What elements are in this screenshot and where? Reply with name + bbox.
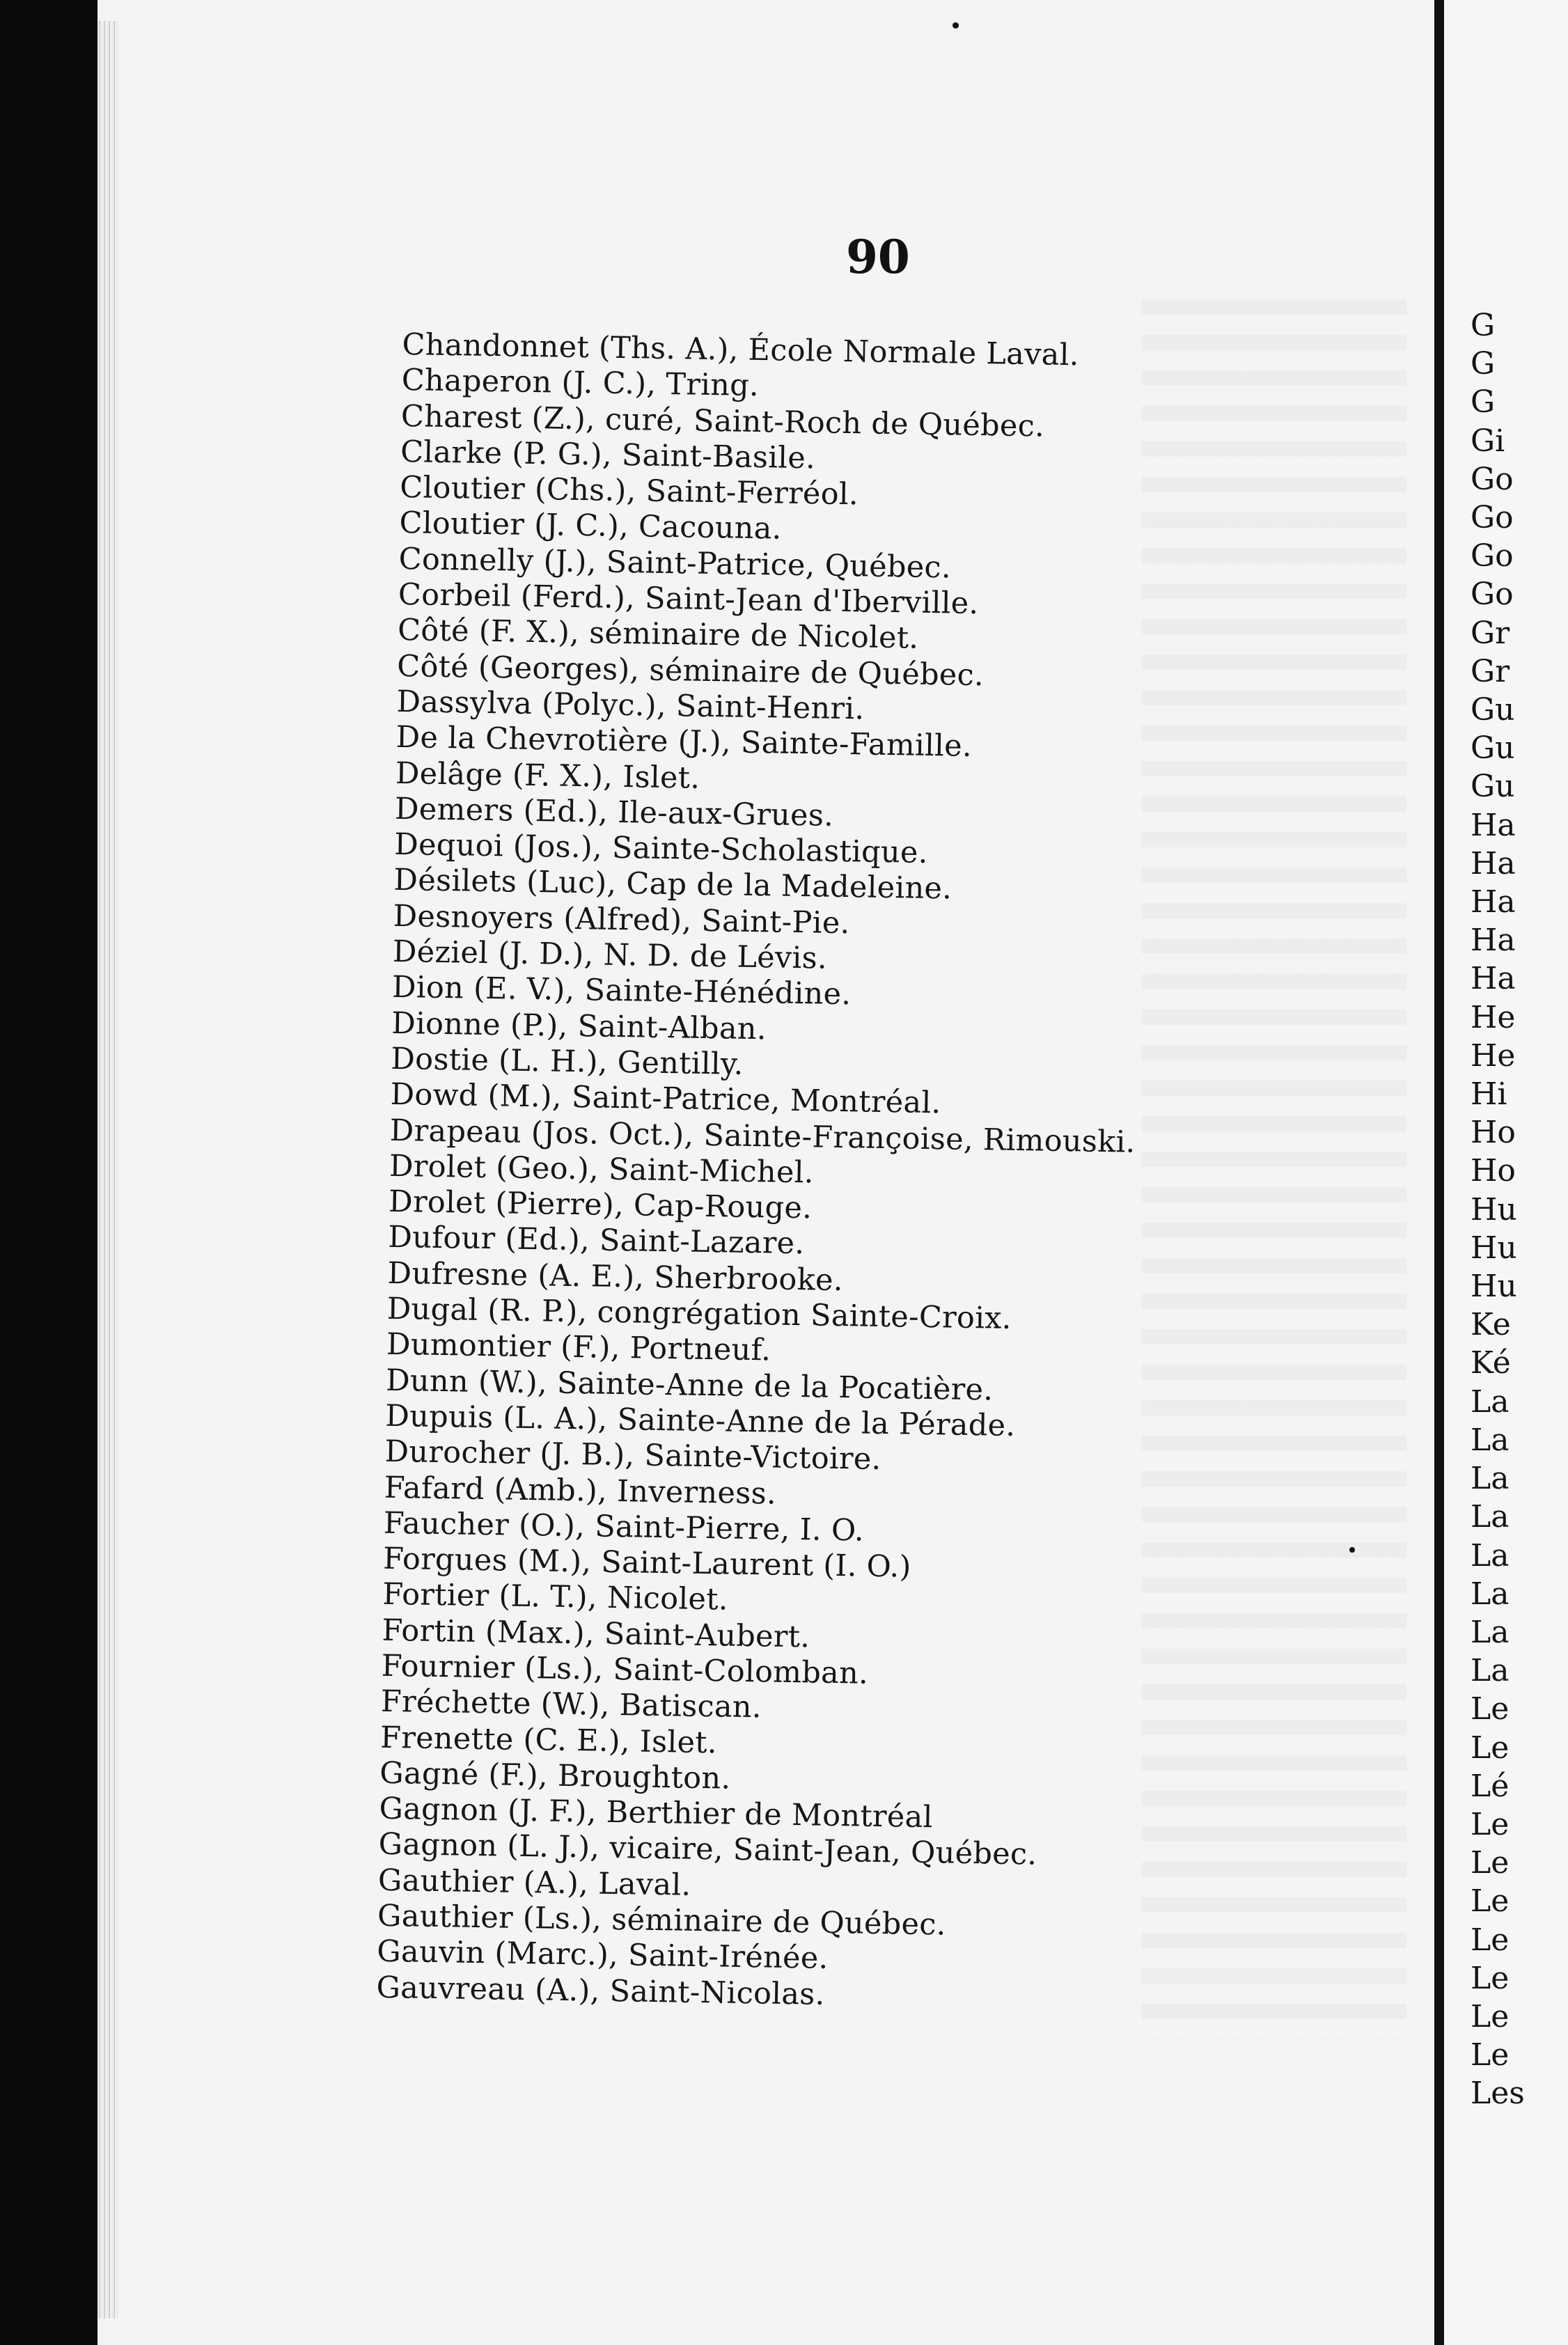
right-page-entry-fragment: Le	[1471, 1730, 1510, 1766]
directory-entry: Drapeau (Jos. Oct.), Sainte-Françoise, Rimouski.	[389, 1113, 1136, 1160]
right-page-entry-fragment: Ha	[1471, 884, 1516, 920]
directory-entry: Gauvin (Marc.), Saint-Irénée.	[376, 1934, 829, 1977]
right-page-entry-fragment: Gu	[1471, 692, 1515, 728]
right-page-entry-fragment: Hi	[1471, 1076, 1507, 1113]
directory-entry: Fréchette (W.), Batiscan.	[380, 1684, 762, 1725]
right-page-entry-fragment: Le	[1471, 1806, 1510, 1842]
directory-entry: Connelly (J.), Saint-Patrice, Québec.	[398, 541, 952, 586]
directory-entry: Dugal (R. P.), congrégation Sainte-Croix.	[386, 1291, 1012, 1336]
directory-entry: Gagnon (L. J.), vicaire, Saint-Jean, Québec.	[378, 1827, 1037, 1873]
right-page-entry-fragment: He	[1471, 1037, 1516, 1074]
right-page-entry-fragment: Le	[1471, 1691, 1510, 1727]
right-page-entry-fragment: Gu	[1471, 730, 1515, 767]
directory-entry: Clarke (P. G.), Saint-Basile.	[400, 434, 816, 476]
directory-entry: Dion (E. V.), Sainte-Hénédine.	[391, 970, 852, 1012]
directory-entry: Gagné (F.), Broughton.	[379, 1755, 731, 1796]
directory-entry: Charest (Z.), curé, Saint-Roch de Québec.	[400, 398, 1045, 444]
right-page-entry-fragment: La	[1471, 1537, 1510, 1574]
right-page-entry-fragment: He	[1471, 999, 1516, 1035]
right-page-entry-fragment: La	[1471, 1614, 1510, 1650]
right-page-entry-fragment: Ha	[1471, 923, 1516, 959]
directory-entry: Côté (Georges), séminaire de Québec.	[396, 648, 985, 693]
right-page-entry-fragment: G	[1471, 346, 1496, 382]
right-page-entry-fragment: Gu	[1471, 769, 1515, 805]
directory-entry: Gagnon (J. F.), Berthier de Montréal	[379, 1791, 933, 1835]
right-page-entry-fragment: Hu	[1471, 1269, 1517, 1305]
right-page-entry-fragment: Le	[1471, 1922, 1510, 1958]
directory-entry: Gauthier (A.), Laval.	[377, 1862, 691, 1903]
directory-entry: Gauvreau (A.), Saint-Nicolas.	[376, 1970, 825, 2012]
directory-entry: Dufresne (A. E.), Sherbrooke.	[387, 1255, 844, 1298]
directory-entry: Demers (Ed.), Ile-aux-Grues.	[394, 791, 834, 833]
right-page-entry-fragment: Go	[1471, 461, 1514, 497]
directory-entry: Delâge (F. X.), Islet.	[395, 755, 700, 796]
directory-entry: Désilets (Luc), Cap de la Madeleine.	[393, 863, 952, 907]
right-page-entry-fragment: G	[1471, 384, 1496, 421]
directory-entry: Dequoi (Jos.), Sainte-Scholastique.	[393, 827, 929, 871]
directory-entry: Drolet (Pierre), Cap-Rouge.	[388, 1184, 813, 1226]
directory-entry: Durocher (J. B.), Sainte-Victoire.	[384, 1434, 881, 1477]
right-page-entry-fragment: Ho	[1471, 1153, 1516, 1189]
right-page-entry-fragment: Go	[1471, 500, 1514, 536]
directory-entry: Dionne (P.), Saint-Alban.	[391, 1005, 767, 1046]
right-page-entry-fragment: Gr	[1471, 653, 1510, 689]
right-page-entry-fragment: Lé	[1471, 1768, 1510, 1804]
right-page-entry-fragment: La	[1471, 1461, 1510, 1497]
right-page-entry-fragment: La	[1471, 1422, 1510, 1458]
directory-entry: De la Chevrotière (J.), Sainte-Famille.	[395, 720, 973, 764]
right-page-entry-fragment: Le	[1471, 2037, 1510, 2073]
directory-entry: Déziel (J. D.), N. D. de Lévis.	[392, 934, 828, 976]
right-page-entry-fragment: Ké	[1471, 1345, 1511, 1381]
right-page-entry-fragment: Gi	[1471, 423, 1505, 459]
page-edge-stack	[97, 21, 118, 2319]
right-page-entry-fragment: Le	[1471, 1960, 1510, 1996]
right-page-entry-fragment: Le	[1471, 1845, 1510, 1881]
directory-entry: Fournier (Ls.), Saint-Colomban.	[381, 1648, 869, 1691]
directory-entry: Dufour (Ed.), Saint-Lazare.	[388, 1220, 805, 1262]
right-page-entry-fragment: Ke	[1471, 1307, 1511, 1343]
directory-entry: Dumontier (F.), Portneuf.	[386, 1327, 771, 1368]
directory-entry: Drolet (Geo.), Saint-Michel.	[389, 1148, 815, 1191]
directory-entry: Côté (F. X.), séminaire de Nicolet.	[397, 613, 919, 657]
right-page-entry-fragment: Ha	[1471, 961, 1516, 997]
directory-entry: Gauthier (Ls.), séminaire de Québec.	[377, 1898, 947, 1943]
book-gutter	[1434, 0, 1444, 2345]
directory-list	[376, 327, 1391, 2021]
directory-entry: Dassylva (Polyc.), Saint-Henri.	[396, 684, 865, 727]
right-page-entry-fragment: La	[1471, 1499, 1510, 1535]
right-page-entry-fragment: Go	[1471, 577, 1514, 613]
right-page-entry-fragment: Le	[1471, 1883, 1510, 1920]
directory-entry: Dunn (W.), Sainte-Anne de la Pocatière.	[385, 1363, 994, 1408]
right-page-entry-fragment: Gr	[1471, 615, 1510, 651]
right-page-entry-fragment: La	[1471, 1653, 1510, 1689]
right-page-entry-fragment: Hu	[1471, 1191, 1517, 1228]
right-page-entry-fragment: Ho	[1471, 1115, 1516, 1151]
right-page-entry-fragment: Les	[1471, 2076, 1525, 2112]
directory-entry: Cloutier (Chs.), Saint-Ferréol.	[399, 470, 859, 512]
ink-speck	[952, 22, 959, 29]
directory-entry: Faucher (O.), Saint-Pierre, I. O.	[383, 1505, 865, 1548]
directory-entry: Corbeil (Ferd.), Saint-Jean d'Iberville.	[398, 577, 979, 622]
directory-entry: Dupuis (L. A.), Sainte-Anne de la Pérade.	[385, 1398, 1016, 1443]
directory-entry: Fortier (L. T.), Nicolet.	[382, 1577, 729, 1617]
right-page-entry-fragment: Hu	[1471, 1230, 1517, 1266]
right-page-column	[1471, 306, 1525, 2113]
right-page-entry-fragment: Ha	[1471, 845, 1516, 881]
directory-entry: Cloutier (J. C.), Cacouna.	[399, 505, 783, 547]
directory-entry: Desnoyers (Alfred), Saint-Pie.	[393, 898, 850, 941]
directory-entry: Dostie (L. H.), Gentilly.	[391, 1041, 744, 1082]
directory-entry: Forgues (M.), Saint-Laurent (I. O.)	[382, 1541, 912, 1585]
directory-entry: Fafard (Amb.), Inverness.	[384, 1470, 777, 1512]
directory-entry: Dowd (M.), Saint-Patrice, Montréal.	[390, 1077, 941, 1121]
directory-entry: Chaperon (J. C.), Tring.	[401, 363, 760, 404]
page-number: 90	[846, 230, 910, 284]
right-page-entry-fragment: Go	[1471, 538, 1514, 574]
right-page-entry-fragment: Le	[1471, 1998, 1510, 2034]
right-page-entry-fragment: La	[1471, 1576, 1510, 1612]
right-page-entry-fragment: G	[1471, 308, 1496, 343]
directory-entry: Fortin (Max.), Saint-Aubert.	[382, 1613, 810, 1655]
directory-entry: Chandonnet (Ths. A.), École Normale Laval.	[402, 327, 1080, 373]
right-page-entry-fragment: La	[1471, 1383, 1510, 1420]
directory-entry: Frenette (C. E.), Islet.	[379, 1720, 718, 1760]
right-page-entry-fragment: Ha	[1471, 807, 1516, 843]
